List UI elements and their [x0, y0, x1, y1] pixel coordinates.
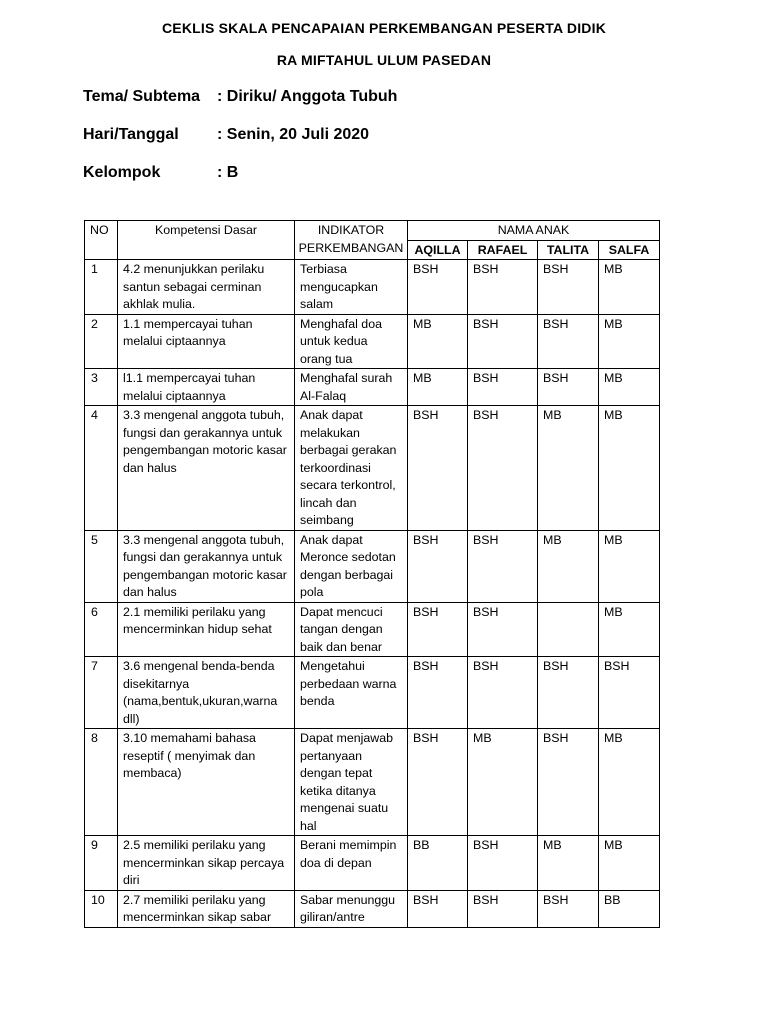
score-cell: BSH: [468, 890, 538, 927]
score-cell: MB: [599, 836, 660, 891]
indikator-cell: Anak dapat Meronce sedotan dengan berbagai pola: [295, 530, 408, 602]
meta-tema: [83, 88, 397, 106]
table-row: [85, 530, 660, 602]
score-cell: BB: [599, 890, 660, 927]
score-cell: BSH: [408, 260, 468, 315]
indikator-cell: Dapat menjawab pertanyaan dengan tepat ketika ditanya mengenai suatu hal: [295, 729, 408, 836]
score-cell: BSH: [468, 836, 538, 891]
header-child-talita: TALITA: [538, 240, 599, 260]
indikator-cell: Menghafal doa untuk kedua orang tua: [295, 314, 408, 369]
score-cell: BSH: [468, 530, 538, 602]
indikator-cell: Dapat mencuci tangan dengan baik dan benar: [295, 602, 408, 657]
meta-label: Hari/Tanggal: [83, 126, 179, 143]
table-row: [85, 890, 660, 927]
score-cell: MB: [599, 406, 660, 531]
indikator-cell: Terbiasa mengucapkan salam: [295, 260, 408, 315]
header-row: [85, 221, 660, 241]
score-cell: BSH: [538, 729, 599, 836]
kompetensi-cell: 3.3 mengenal anggota tubuh, fungsi dan gerakannya untuk pengembangan motoric kasar dan halus: [118, 406, 295, 531]
score-cell: MB: [538, 530, 599, 602]
row-number: 4: [85, 406, 118, 531]
score-cell: MB: [538, 406, 599, 531]
score-cell: MB: [468, 729, 538, 836]
table-row: [85, 836, 660, 891]
score-cell: MB: [599, 260, 660, 315]
kompetensi-cell: 4.2 menunjukkan perilaku santun sebagai cerminan akhlak mulia.: [118, 260, 295, 315]
score-cell: MB: [408, 369, 468, 406]
header-indikator: INDIKATOR PERKEMBANGAN: [295, 221, 408, 260]
score-cell: BSH: [468, 314, 538, 369]
kompetensi-cell: 3.6 mengenal benda-benda disekitarnya (nama,bentuk,ukuran,warna dll): [118, 657, 295, 729]
indikator-cell: Anak dapat melakukan berbagai gerakan terkoordinasi secara terkontrol, lincah dan seimbang: [295, 406, 408, 531]
row-number: 9: [85, 836, 118, 891]
meta-value: : Senin, 20 Juli 2020: [217, 126, 370, 143]
table-row: [85, 729, 660, 836]
header-no: NO: [85, 221, 118, 260]
score-cell: MB: [599, 369, 660, 406]
school-name: RA MIFTAHUL ULUM PASEDAN: [276, 52, 492, 68]
score-cell: BSH: [408, 890, 468, 927]
table-row: [85, 369, 660, 406]
header-child-aqilla: AQILLA: [408, 240, 468, 260]
meta-hari-tanggal: [83, 126, 369, 144]
score-cell: BB: [408, 836, 468, 891]
row-number: 3: [85, 369, 118, 406]
score-cell: BSH: [408, 657, 468, 729]
row-number: 5: [85, 530, 118, 602]
score-cell: BSH: [408, 530, 468, 602]
score-cell: [538, 602, 599, 657]
header-child-rafael: RAFAEL: [468, 240, 538, 260]
meta-label: Tema/ Subtema: [83, 88, 201, 105]
score-cell: BSH: [538, 890, 599, 927]
checklist-table: [84, 220, 660, 928]
indikator-cell: Sabar menunggu giliran/antre: [295, 890, 408, 927]
score-cell: MB: [538, 836, 599, 891]
score-cell: BSH: [538, 314, 599, 369]
kompetensi-cell: 2.5 memiliki perilaku yang mencerminkan sikap percaya diri: [118, 836, 295, 891]
score-cell: MB: [408, 314, 468, 369]
score-cell: BSH: [468, 406, 538, 531]
score-cell: BSH: [468, 602, 538, 657]
indikator-cell: Mengetahui perbedaan warna benda: [295, 657, 408, 729]
table-row: [85, 406, 660, 531]
score-cell: BSH: [408, 602, 468, 657]
meta-label: Kelompok: [83, 164, 161, 181]
score-cell: BSH: [468, 369, 538, 406]
row-number: 1: [85, 260, 118, 315]
score-cell: MB: [599, 729, 660, 836]
header-child-salfa: SALFA: [599, 240, 660, 260]
meta-kelompok: [83, 164, 238, 182]
score-cell: MB: [599, 530, 660, 602]
meta-value: : B: [217, 164, 239, 181]
score-cell: BSH: [408, 406, 468, 531]
row-number: 2: [85, 314, 118, 369]
kompetensi-cell: l1.1 mempercayai tuhan melalui ciptaannya: [118, 369, 295, 406]
row-number: 10: [85, 890, 118, 927]
indikator-cell: Menghafal surah Al-Falaq: [295, 369, 408, 406]
kompetensi-cell: 1.1 mempercayai tuhan melalui ciptaannya: [118, 314, 295, 369]
document-title: CEKLIS SKALA PENCAPAIAN PERKEMBANGAN PESERTA DIDIK: [161, 20, 607, 36]
row-number: 8: [85, 729, 118, 836]
score-cell: BSH: [408, 729, 468, 836]
table-row: [85, 314, 660, 369]
score-cell: BSH: [468, 657, 538, 729]
table-row: [85, 657, 660, 729]
score-cell: BSH: [538, 369, 599, 406]
kompetensi-cell: 3.3 mengenal anggota tubuh, fungsi dan gerakannya untuk pengembangan motoric kasar dan halus: [118, 530, 295, 602]
score-cell: MB: [599, 314, 660, 369]
indikator-cell: Berani memimpin doa di depan: [295, 836, 408, 891]
kompetensi-cell: 3.10 memahami bahasa reseptif ( menyimak dan membaca): [118, 729, 295, 836]
score-cell: BSH: [599, 657, 660, 729]
row-number: 6: [85, 602, 118, 657]
score-cell: BSH: [468, 260, 538, 315]
score-cell: BSH: [538, 657, 599, 729]
score-cell: MB: [599, 602, 660, 657]
table-row: [85, 260, 660, 315]
meta-value: : Diriku/ Anggota Tubuh: [217, 88, 398, 105]
row-number: 7: [85, 657, 118, 729]
kompetensi-cell: 2.1 memiliki perilaku yang mencerminkan hidup sehat: [118, 602, 295, 657]
score-cell: BSH: [538, 260, 599, 315]
kompetensi-cell: 2.7 memiliki perilaku yang mencerminkan sikap sabar: [118, 890, 295, 927]
header-kompetensi: Kompetensi Dasar: [118, 221, 295, 260]
header-nama-anak: NAMA ANAK: [408, 221, 660, 241]
table-row: [85, 602, 660, 657]
